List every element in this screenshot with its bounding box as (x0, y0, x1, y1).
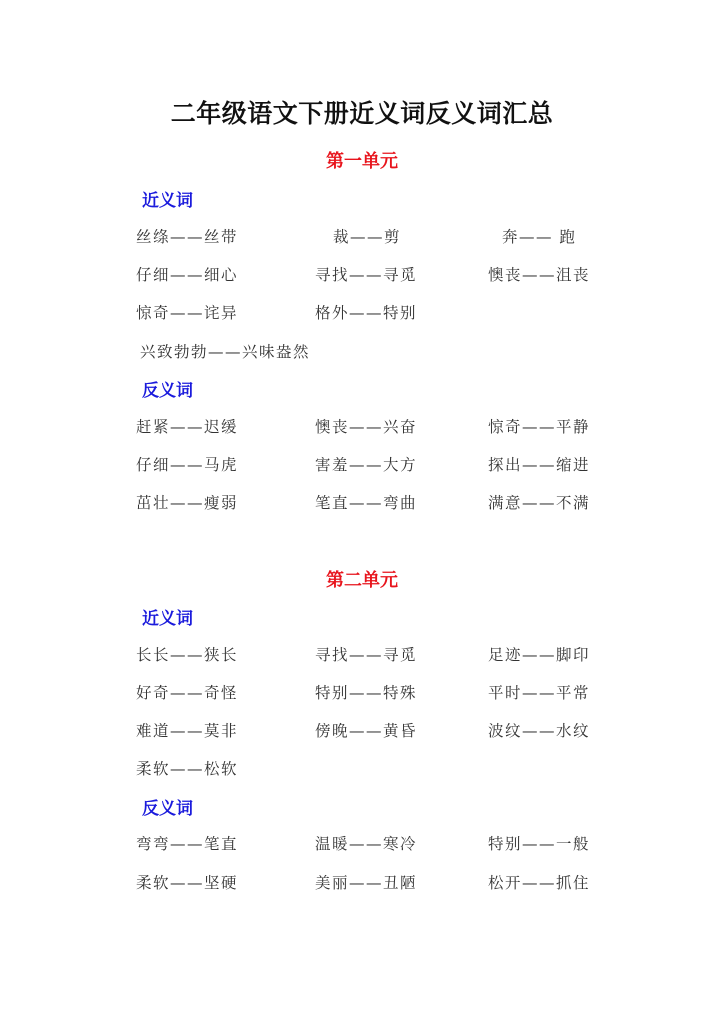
unit-1-heading: 第一单元 (326, 151, 398, 172)
word-pair: 奔—— 跑 (502, 228, 577, 246)
unit-2-heading: 第二单元 (326, 570, 398, 591)
word-pair: 好奇——奇怪 (136, 684, 239, 702)
word-pair: 茁壮——瘦弱 (136, 494, 239, 512)
word-pair: 惊奇——诧异 (136, 304, 239, 322)
word-pair: 笔直——弯曲 (315, 494, 418, 512)
word-pair: 懊丧——兴奋 (315, 418, 418, 436)
page-title: 二年级语文下册近义词反义词汇总 (170, 99, 554, 128)
word-pair: 裁——剪 (333, 228, 402, 246)
unit-1-antonyms-heading: 反义词 (142, 381, 193, 401)
word-pair: 仔细——马虎 (136, 456, 239, 474)
word-pair: 特别——特殊 (315, 684, 418, 702)
word-pair: 松开——抓住 (488, 874, 591, 892)
word-pair: 丝绦——丝带 (136, 228, 239, 246)
word-pair: 柔软——松软 (136, 760, 239, 778)
word-pair: 弯弯——笔直 (136, 835, 239, 853)
word-pair: 平时——平常 (488, 684, 591, 702)
word-pair: 温暖——寒冷 (315, 835, 418, 853)
word-pair: 美丽——丑陋 (315, 874, 418, 892)
unit-1-synonyms-heading: 近义词 (142, 191, 193, 211)
word-pair: 赶紧——迟缓 (136, 418, 239, 436)
word-pair: 仔细——细心 (136, 266, 239, 284)
word-pair: 寻找——寻觅 (315, 266, 418, 284)
word-pair: 懊丧——沮丧 (488, 266, 591, 284)
word-pair: 寻找——寻觅 (315, 646, 418, 664)
unit-2-synonyms-heading: 近义词 (142, 609, 193, 629)
word-pair: 特别——一般 (488, 835, 591, 853)
word-pair: 满意——不满 (488, 494, 591, 512)
word-pair: 傍晚——黄昏 (315, 722, 418, 740)
word-pair: 难道——莫非 (136, 722, 239, 740)
word-pair: 害羞——大方 (315, 456, 418, 474)
unit-2-antonyms-heading: 反义词 (142, 799, 193, 819)
word-pair: 惊奇——平静 (488, 418, 591, 436)
word-pair: 探出——缩进 (488, 456, 591, 474)
word-pair: 兴致勃勃——兴味盎然 (140, 343, 311, 361)
word-pair: 格外——特别 (315, 304, 418, 322)
word-pair: 波纹——水纹 (488, 722, 591, 740)
word-pair: 长长——狭长 (136, 646, 239, 664)
word-pair: 足迹——脚印 (488, 646, 591, 664)
word-pair: 柔软——坚硬 (136, 874, 239, 892)
